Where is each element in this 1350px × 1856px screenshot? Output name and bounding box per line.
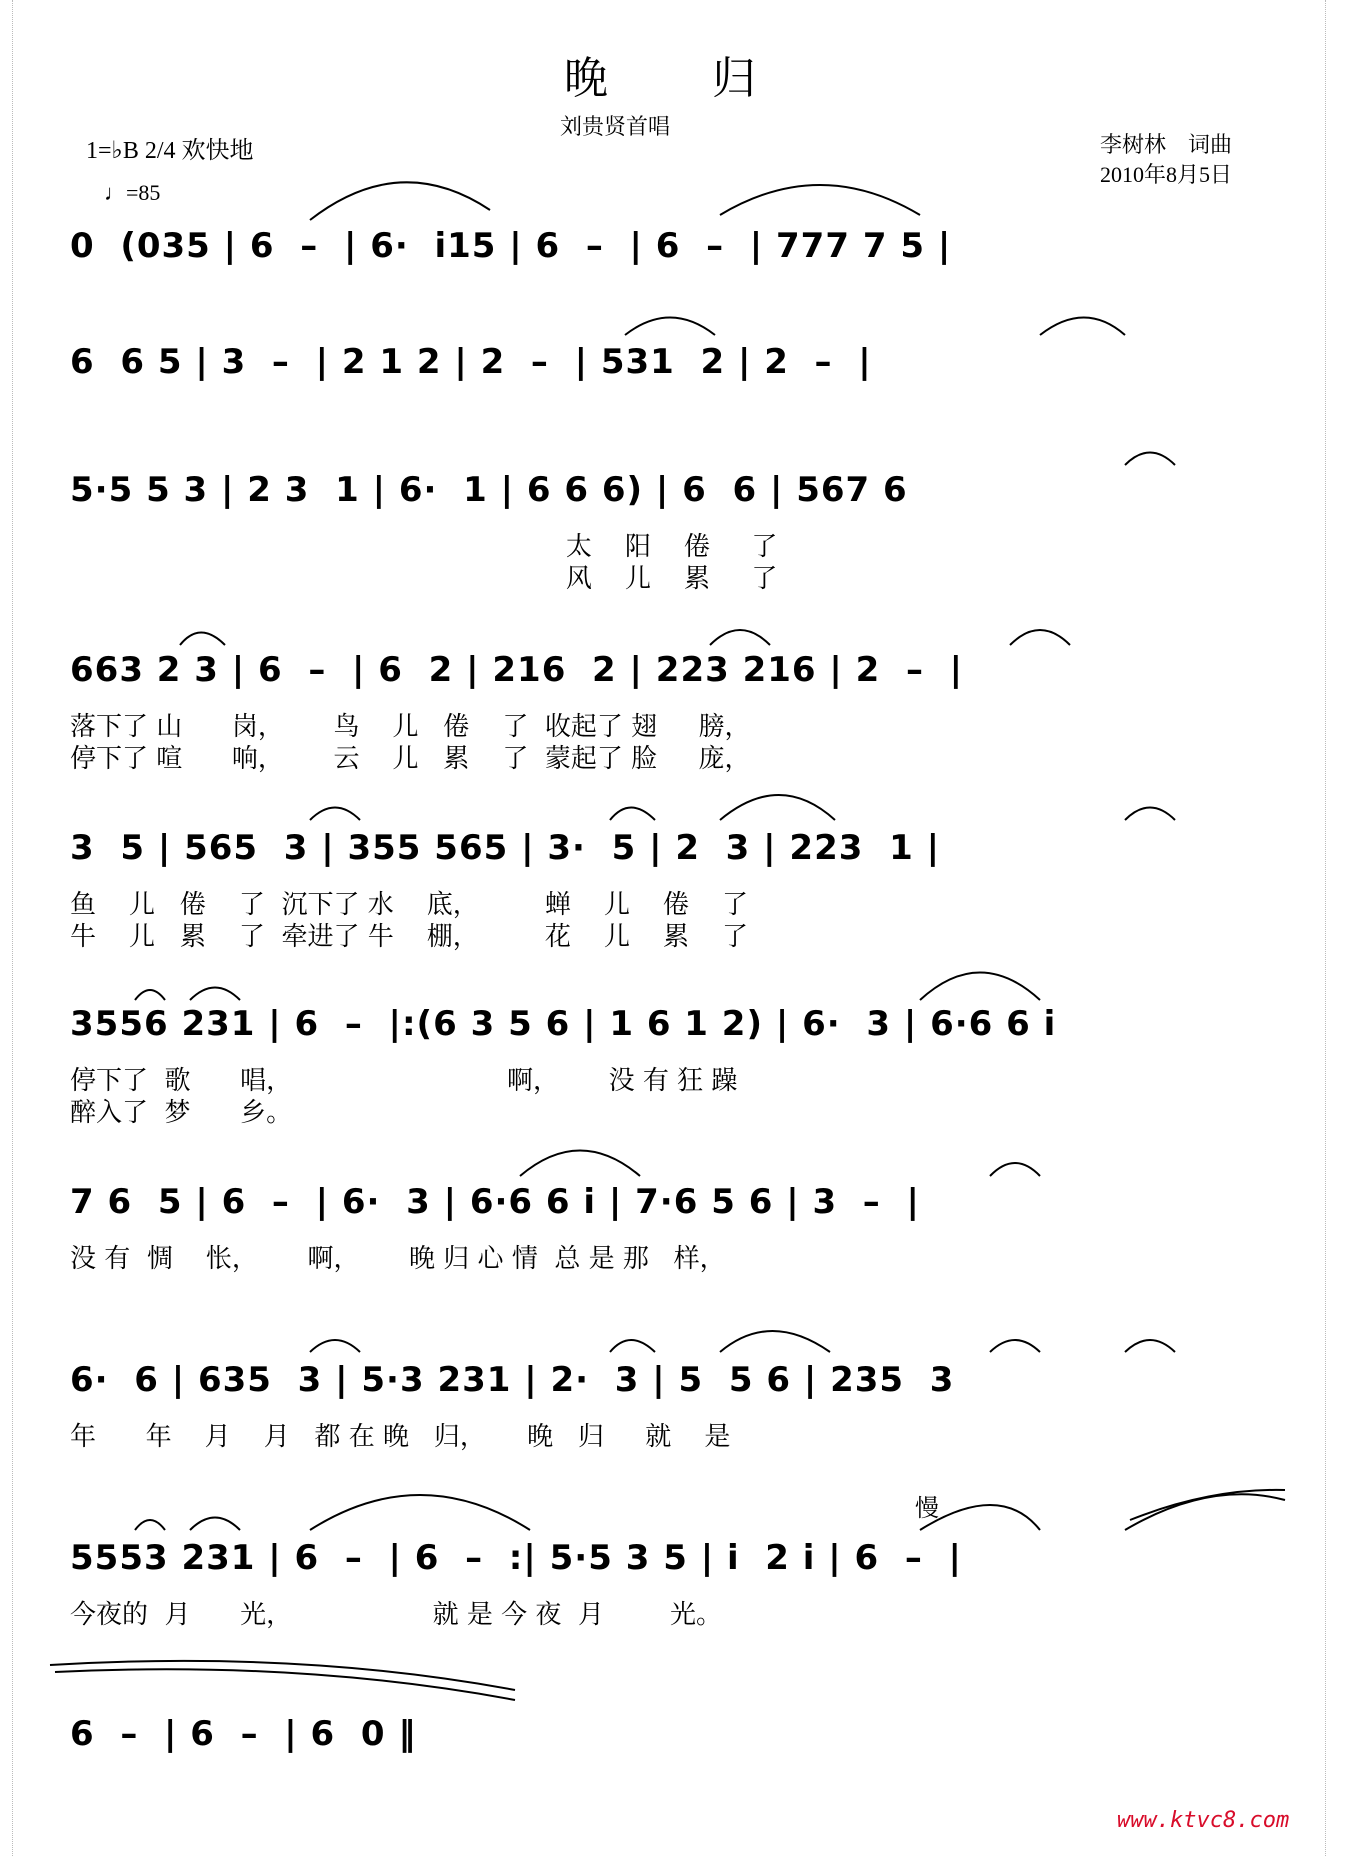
slur-arc bbox=[1125, 808, 1175, 821]
slur-arc bbox=[50, 1661, 515, 1690]
lyric-verse-1: 停下了 歌 唱， 啊， 没 有 狂 躁 bbox=[70, 1066, 738, 1096]
notes-line: 7 6 5 | 6 – | 6· 3 | 6·6 6 i | 7·6 5 6 | 3 – | bbox=[70, 1182, 920, 1222]
lyric-verse-1: 鱼 儿 倦 了 沉下了 水 底， 蝉 儿 倦 了 bbox=[70, 890, 749, 920]
slur-arc bbox=[610, 1340, 655, 1352]
slur-arc bbox=[180, 633, 225, 646]
slur-arc bbox=[990, 1340, 1040, 1352]
lyric-verse-1: 没 有 惆 怅， 啊， 晚 归 心 情 总 是 那 样， bbox=[70, 1244, 726, 1274]
slur-arc bbox=[135, 1520, 165, 1530]
left-margin-strip bbox=[0, 0, 13, 1856]
lyric-verse-1: 落下了 山 岗， 鸟 儿 倦 了 收起了 翅 膀， bbox=[70, 712, 751, 742]
notes-line: 6· 6 | 635 3 | 5·3 231 | 2· 3 | 5 5 6 | 235 3 bbox=[70, 1360, 955, 1400]
slur-arc bbox=[310, 808, 360, 821]
slur-arc bbox=[1130, 1490, 1285, 1520]
slur-arc bbox=[190, 988, 240, 1001]
notes-line: 3 5 | 565 3 | 355 565 | 3· 5 | 2 3 | 223 1 | bbox=[70, 828, 940, 868]
slur-arc bbox=[1010, 630, 1070, 645]
right-margin-strip bbox=[1325, 0, 1338, 1856]
notes-line: 6 – | 6 – | 6 0 ‖ bbox=[70, 1714, 417, 1754]
slur-arc bbox=[610, 808, 655, 821]
song-title: 晚 归 bbox=[564, 53, 786, 104]
lyric-verse-2: 停下了 喧 响， 云 儿 累 了 蒙起了 脸 庞， bbox=[70, 744, 751, 774]
notes-line: 5553 231 | 6 – | 6 – :| 5·5 3 5 | i 2 i | 6 – | bbox=[70, 1538, 962, 1578]
slur-arc bbox=[920, 973, 1040, 1001]
tempo-slow-mark: 慢 bbox=[915, 1494, 939, 1522]
slur-arc bbox=[310, 1340, 360, 1352]
date-credit: 2010年8月5日 bbox=[1100, 162, 1233, 187]
slur-arc bbox=[625, 318, 715, 336]
slur-arc bbox=[1125, 1340, 1175, 1352]
notes-line: 3556 231 | 6 – |:(6 3 5 6 | 1 6 1 2) | 6· 3 | 6·6 6 i bbox=[70, 1004, 1057, 1044]
slur-arc bbox=[310, 1495, 530, 1530]
tempo-marking: ♩=85 bbox=[104, 180, 161, 205]
slur-arc bbox=[55, 1669, 515, 1700]
slur-arc bbox=[1040, 318, 1125, 336]
slur-arc bbox=[135, 990, 165, 1000]
slur-arc bbox=[190, 1518, 240, 1531]
lyric-verse-2: 风 儿 累 了 bbox=[70, 564, 778, 594]
slur-arc bbox=[710, 630, 770, 645]
slur-arc bbox=[1125, 1494, 1285, 1530]
slur-arc bbox=[520, 1151, 640, 1177]
site-watermark: www.ktvc8.com bbox=[1117, 1808, 1290, 1833]
author-credit: 李树林 词曲 bbox=[1100, 132, 1233, 157]
slur-arc bbox=[720, 795, 835, 820]
lyric-verse-2: 牛 儿 累 了 牵进了 牛 棚， 花 儿 累 了 bbox=[70, 922, 749, 952]
notes-line: 6 6 5 | 3 – | 2 1 2 | 2 – | 531 2 | 2 – | bbox=[70, 342, 872, 382]
notes-line: 0 (035 | 6 – | 6· i15 | 6 – | 6 – | 777 7 5 | bbox=[70, 226, 952, 266]
notes-line: 663 2 3 | 6 – | 6 2 | 216 2 | 223 216 | 2 – | bbox=[70, 650, 964, 690]
singer-credit: 刘贵贤首唱 bbox=[559, 115, 670, 140]
lyric-verse-1: 太 阳 倦 了 bbox=[70, 532, 778, 562]
lyric-verse-2: 醉入了 梦 乡。 bbox=[70, 1098, 293, 1128]
notes-line: 5·5 5 3 | 2 3 1 | 6· 1 | 6 6 6) | 6 6 | 567 6 bbox=[70, 470, 908, 510]
key-signature: 1=♭B 2/4 欢快地 bbox=[86, 138, 254, 164]
lyric-verse-1: 年 年 月 月 都 在 晚 归， 晚 归 就 是 bbox=[70, 1422, 731, 1452]
slur-arc bbox=[720, 1331, 830, 1352]
slur-arc bbox=[1125, 453, 1175, 466]
lyric-verse-1: 今夜的 月 光， 就 是 今 夜 月 光。 bbox=[70, 1600, 723, 1630]
slur-arc bbox=[720, 185, 920, 215]
slur-arc bbox=[990, 1163, 1040, 1176]
slur-arc bbox=[310, 182, 490, 220]
